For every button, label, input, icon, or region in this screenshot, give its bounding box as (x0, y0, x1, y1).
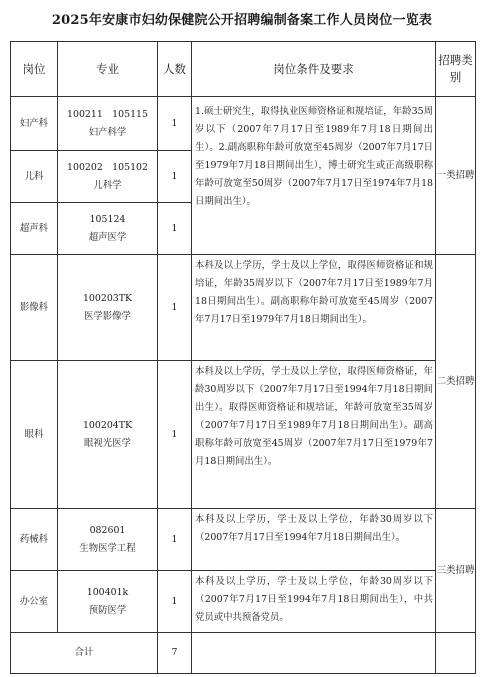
count-cell: 1 (158, 361, 192, 509)
major-cell (58, 97, 158, 151)
header-position: 岗位 (11, 42, 58, 97)
category-text: 二类招聘 (436, 375, 475, 387)
major-cell (58, 571, 158, 633)
major-name: 妇产科学 (88, 126, 127, 138)
category-text: 三类招聘 (436, 564, 475, 576)
major-name: 预防医学 (88, 604, 127, 616)
requirements-cell (192, 571, 436, 633)
major-code: 105124 (89, 213, 126, 225)
requirements-text: 本科及以上学历，学士及以上学位，年龄30周岁以下（2007年7月17日至1994年7月18日期间出生）。 (195, 514, 433, 543)
major-cell (58, 255, 158, 361)
major-code: 100203TK (82, 292, 133, 304)
major-code: 100401k (86, 586, 129, 598)
position-cell: 办公室 (11, 571, 58, 633)
page-title: 2025年安康市妇幼保健院公开招聘编制备案工作人员岗位一览表 (51, 13, 433, 28)
table-row (11, 255, 476, 361)
requirements-cell (192, 97, 436, 255)
category-cell (436, 255, 476, 509)
count-cell: 1 (158, 97, 192, 151)
major-cell (58, 361, 158, 509)
major-name: 生物医学工程 (79, 542, 136, 554)
table-header-row (11, 42, 476, 97)
position-cell: 儿科 (11, 151, 58, 203)
requirements-text: 本科及以上学历，学士及以上学位，取得医师资格证和规培证，年龄35周岁以下（2007年7月17日至1989年7月18日期间出生）。副高职称年龄可放宽至45周岁（2007年7月17日至1979年7月18日期间出生）。 (195, 260, 433, 325)
total-empty-cell (192, 633, 436, 674)
position-cell: 眼科 (11, 361, 58, 509)
total-count: 7 (158, 633, 192, 674)
position-cell: 药械科 (11, 509, 58, 571)
table-row (11, 509, 476, 571)
major-cell (58, 509, 158, 571)
requirements-cell (192, 361, 436, 509)
table-row (11, 571, 476, 633)
count-cell: 1 (158, 571, 192, 633)
header-category: 招聘类别 (436, 42, 476, 97)
table-row (11, 97, 476, 151)
position-cell: 超声科 (11, 203, 58, 255)
major-code: 100202 105102 (67, 161, 148, 173)
major-name: 超声医学 (88, 231, 127, 243)
header-major: 专业 (58, 42, 158, 97)
requirements-cell (192, 509, 436, 571)
count-cell: 1 (158, 203, 192, 255)
position-cell: 妇产科 (11, 97, 58, 151)
count-cell: 1 (158, 151, 192, 203)
major-name: 医学影像学 (84, 310, 131, 322)
position-cell: 影像科 (11, 255, 58, 361)
major-code: 100211 105115 (67, 108, 148, 120)
major-cell (58, 151, 158, 203)
positions-table (10, 41, 476, 674)
major-cell (58, 203, 158, 255)
requirements-text: 1.硕士研究生，取得执业医师资格证和规培证，年龄35周岁以下（2007年7月17日至1989年7月18日期间出生）。2.副高职称年龄可放宽至45周岁（2007年7月17日至1979年7月18日期间出生），博士研究生或正高级职称年龄可放宽至50周岁（2007年7月17日至1974年7月18日期间出生）。 (195, 106, 433, 207)
total-empty-cell (436, 633, 476, 674)
requirements-text: 本科及以上学历，学士及以上学位，年龄30周岁以下（2007年7月17日至1994年7月18日期间出生），中共党员或中共预备党员。 (195, 576, 433, 623)
total-label: 合计 (11, 633, 158, 674)
count-cell: 1 (158, 509, 192, 571)
major-name: 眼视光医学 (84, 437, 131, 449)
count-cell: 1 (158, 255, 192, 361)
category-text: 一类招聘 (436, 169, 475, 181)
table-row (11, 361, 476, 509)
total-row (11, 633, 476, 674)
header-requirements: 岗位条件及要求 (192, 42, 436, 97)
major-name: 儿科学 (93, 179, 122, 191)
requirements-text: 本科及以上学历，学士及以上学位，取得医师资格证，年龄30周岁以下（2007年7月17日至1994年7月18日期间出生）。取得医师资格证和规培证，年龄可放宽至35周岁（2007年7月17日至1989年7月18日期间出生）。副高职称年龄可放宽至45周岁（2007年7月17日至1979年7月18日期间出生）。 (195, 366, 433, 467)
major-code: 082601 (89, 524, 126, 536)
header-count: 人数 (158, 42, 192, 97)
category-cell (436, 97, 476, 255)
requirements-cell (192, 255, 436, 361)
category-cell (436, 509, 476, 633)
major-code: 100204TK (82, 419, 133, 431)
